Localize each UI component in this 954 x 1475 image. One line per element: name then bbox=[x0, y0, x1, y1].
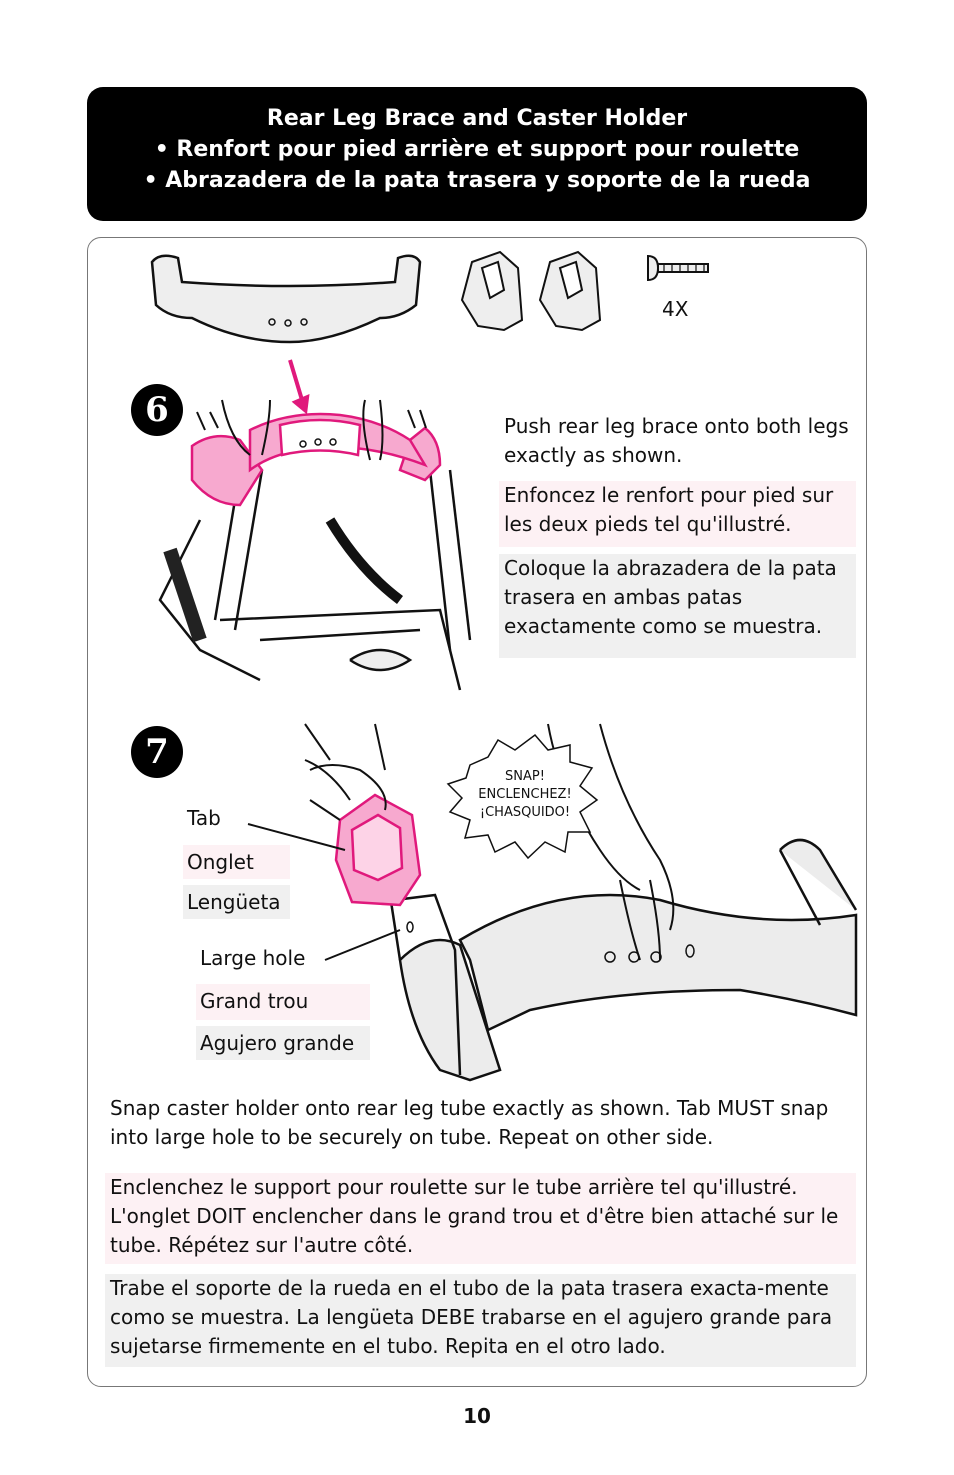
hole-label-fr: Grand trou bbox=[196, 984, 370, 1020]
hole-label-en: Large hole bbox=[200, 946, 306, 970]
screw-count: 4X bbox=[662, 297, 689, 321]
step6-text-es: Coloque la abrazadera de la pata trasera en ambas patas exactamente como se muestra. bbox=[499, 554, 856, 658]
page-number: 10 bbox=[463, 1404, 491, 1428]
bottom-text-es: Trabe el soporte de la rueda en el tubo de la pata trasera exacta-mente como se muestra. La lengüeta DEBE trabarse en el agujero grande para sujetarse firmemente en el tubo. Repita en el otro lado. bbox=[105, 1274, 856, 1367]
bottom-text-en: Snap caster holder onto rear leg tube exactly as shown. Tab MUST snap into large hole to be securely on tube. Repeat on other side. bbox=[110, 1096, 829, 1149]
snap-text-fr: ENCLENCHEZ! bbox=[478, 787, 572, 802]
snap-text-en: SNAP! bbox=[505, 769, 545, 784]
step7-badge: 7 bbox=[131, 726, 183, 778]
hole-label-es: Agujero grande bbox=[196, 1026, 370, 1060]
step6-illustration bbox=[160, 360, 470, 690]
tab-label-es: Lengüeta bbox=[183, 885, 290, 919]
step6-text-en: Push rear leg brace onto both legs exactly as shown. bbox=[504, 414, 849, 467]
bottom-text-fr: Enclenchez le support pour roulette sur le tube arrière tel qu'illustré. L'onglet DOIT enclencher dans le grand trou et d'être bien attaché sur le tube. Répétez sur l'autre côté. bbox=[105, 1173, 856, 1264]
tab-label-en: Tab bbox=[187, 806, 221, 830]
tab-label-fr: Onglet bbox=[183, 845, 290, 879]
snap-text bbox=[452, 768, 598, 822]
step6-text-fr: Enfoncez le renfort pour pied sur les deux pieds tel qu'illustré. bbox=[499, 481, 856, 547]
rear-leg-brace-part bbox=[152, 256, 420, 342]
header-title-es: • Abrazadera de la pata trasera y soporte de la rueda bbox=[143, 168, 811, 193]
header-title-en: Rear Leg Brace and Caster Holder bbox=[266, 106, 688, 131]
header-title-fr: • Renfort pour pied arrière et support pour roulette bbox=[154, 137, 800, 162]
caster-holder-parts bbox=[462, 252, 600, 330]
snap-text-es: ¡CHASQUIDO! bbox=[479, 805, 571, 820]
step6-badge: 6 bbox=[131, 384, 183, 436]
screw-icon bbox=[648, 256, 708, 280]
